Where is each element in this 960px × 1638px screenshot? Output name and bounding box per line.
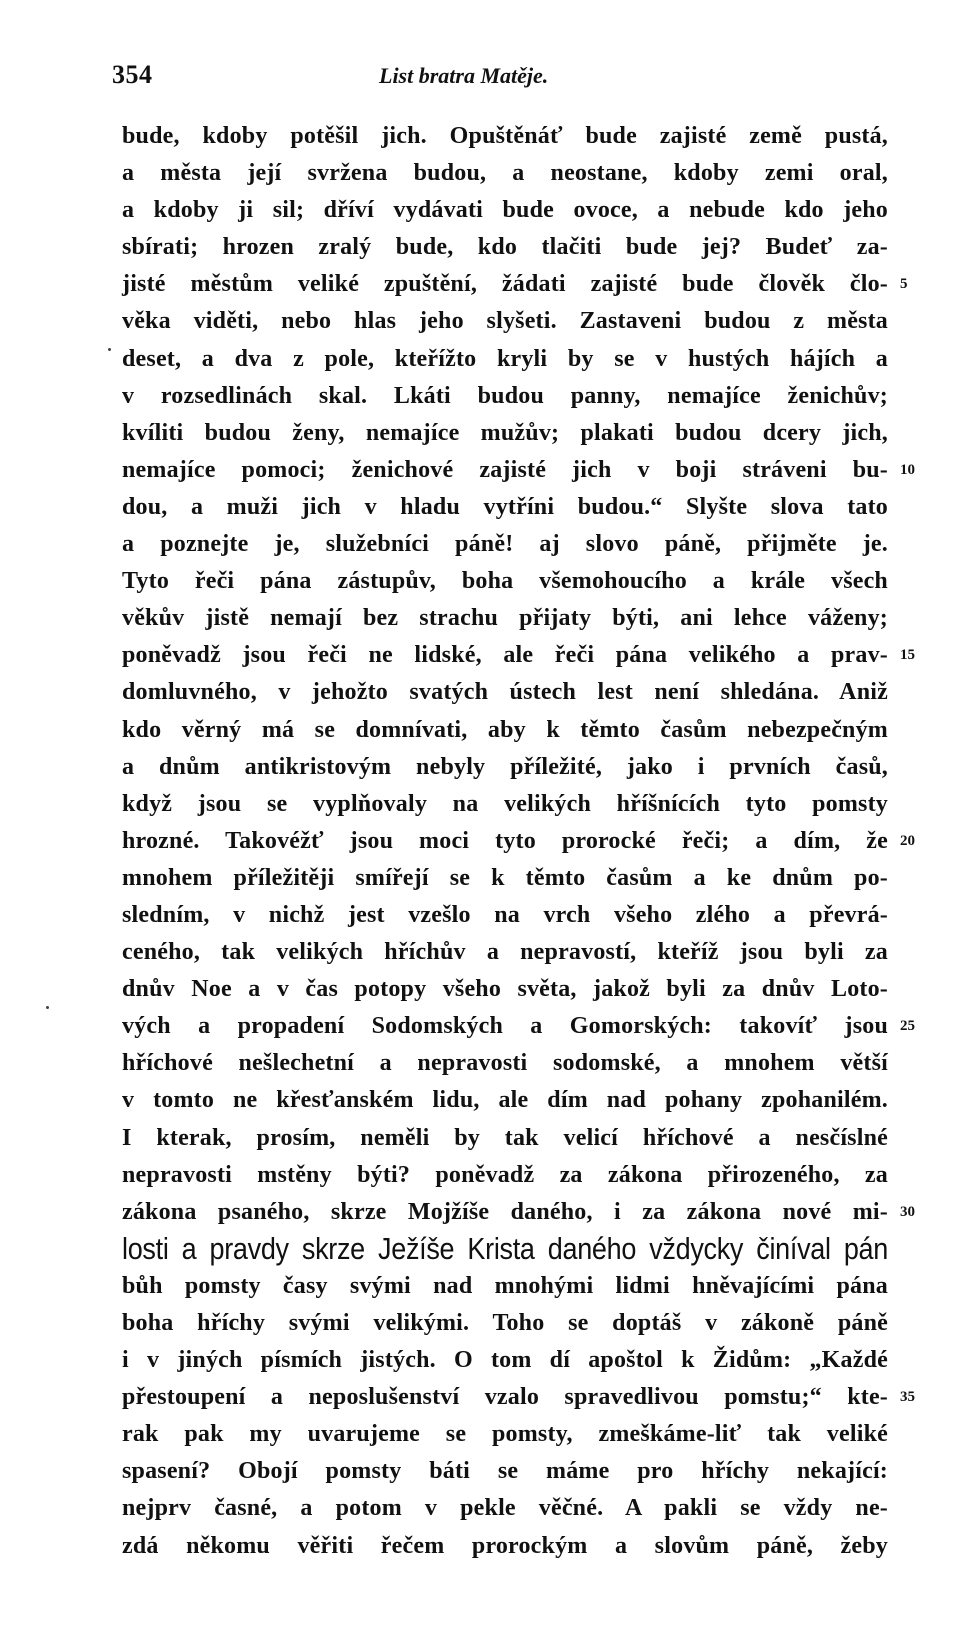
text-line: hrozné. Takovéžť jsou moci tyto prorocké řeči; a dím, že bbox=[122, 827, 888, 854]
text-line: věkův jistě nemají bez strachu přijaty býti, ani lehce váženy; bbox=[122, 605, 888, 632]
line-number: 30 bbox=[900, 1204, 915, 1220]
text-line: když jsou se vyplňovaly na velikých hříšnících tyto pomsty bbox=[122, 790, 888, 817]
text-line: a města její svržena budou, a neostane, kdoby zemi oral, bbox=[122, 160, 888, 187]
text-line: bude, kdoby potěšil jich. Opuštěnáť bude zajisté země pustá, bbox=[122, 123, 888, 149]
text-line: sledním, v nichž jest vzešlo na vrch všeho zlého a převrá- bbox=[122, 901, 888, 928]
text-line: nemajíce pomoci; ženichové zajisté jich v boji stráveni bu- bbox=[122, 456, 888, 483]
text-line: zákona psaného, skrze Mojžíše daného, i za zákona nové mi- bbox=[122, 1198, 888, 1225]
text-line: I kterak, prosím, neměli by tak velicí hříchové a nesčíslné bbox=[122, 1124, 888, 1151]
text-line: přestoupení a neposlušenství vzalo spravedlivou pomstu;“ kte- bbox=[122, 1384, 888, 1411]
text-line: věka viděti, nebo hlas jeho slyšeti. Zastaveni budou z města bbox=[122, 308, 888, 335]
body-text bbox=[122, 118, 888, 1565]
running-title: List bratra Matěje. bbox=[379, 63, 549, 88]
text-line: mnohem příležitěji smířejí se k těmto časům a ke dnům po- bbox=[122, 864, 888, 891]
line-number: 35 bbox=[900, 1389, 915, 1405]
text-line: a poznejte je, služebníci páně! aj slovo páně, přijměte je. bbox=[122, 531, 888, 558]
text-line: domluvného, v jehožto svatých ústech lest není shledána. Aniž bbox=[122, 679, 888, 706]
text-line: dnův Noe a v čas potopy všeho světa, jakož byli za dnův Loto- bbox=[122, 976, 888, 1003]
line-number: 15 bbox=[900, 647, 915, 663]
text-line: deset, a dva z pole, kteřížto kryli by se v hustých hájích a bbox=[122, 345, 888, 372]
print-speck bbox=[46, 1006, 49, 1009]
text-line: sbírati; hrozen zralý bude, kdo tlačiti bude jej? Budeť za- bbox=[122, 234, 888, 261]
line-number: 10 bbox=[900, 462, 915, 478]
text-line: hříchové nešlechetní a nepravosti sodomské, a mnohem větší bbox=[122, 1050, 888, 1077]
page-header bbox=[112, 60, 872, 100]
text-line: ceného, tak velikých hříchův a nepravostí, kteříž jsou byli za bbox=[122, 939, 888, 966]
text-line: poněvadž jsou řeči ne lidské, ale řeči pána velikého a prav- bbox=[122, 642, 888, 669]
text-line: Tyto řeči pána zástupův, boha všemohoucího a krále všech bbox=[122, 568, 888, 595]
text-line: losti a pravdy skrze Ježíše Krista daného vždycky činíval pán bbox=[122, 1231, 888, 1266]
text-line: kdo věrný má se domnívati, aby k těmto časům nebezpečným bbox=[122, 716, 888, 743]
print-speck bbox=[108, 348, 111, 351]
text-line: v rozsedlinách skal. Lkáti budou panny, nemajíce ženichův; bbox=[122, 382, 888, 409]
text-line: bůh pomsty časy svými nad mnohými lidmi hněvajícími pána bbox=[122, 1272, 888, 1299]
text-line: rak pak my uvarujeme se pomsty, zmeškáme-liť tak veliké bbox=[122, 1421, 888, 1448]
page-number: 354 bbox=[112, 60, 153, 89]
text-line: a kdoby ji sil; dříví vydávati bude ovoce, a nebude kdo jeho bbox=[122, 197, 888, 224]
text-line: i v jiných písmích jistých. O tom dí apoštol k Židům: „Každé bbox=[122, 1347, 888, 1374]
line-number: 5 bbox=[900, 276, 908, 292]
text-line: v tomto ne křesťanském lidu, ale dím nad pohany zpohanilém. bbox=[122, 1087, 888, 1114]
text-line: kvíliti budou ženy, nemajíce mužův; plakati budou dcery jich, bbox=[122, 419, 888, 446]
text-line: jisté městům veliké zpuštění, žádati zajisté bude člověk člo- bbox=[122, 271, 888, 298]
line-number: 25 bbox=[900, 1018, 915, 1034]
text-line: vých a propadení Sodomských a Gomorských: takovíť jsou bbox=[122, 1013, 888, 1040]
text-line: spasení? Obojí pomsty báti se máme pro hříchy nekající: bbox=[122, 1458, 888, 1485]
line-number: 20 bbox=[900, 833, 915, 849]
text-line: boha hříchy svými velikými. Toho se doptáš v zákoně páně bbox=[122, 1310, 888, 1336]
text-line: nejprv časné, a potom v pekle věčné. A pakli se vždy ne- bbox=[122, 1495, 888, 1522]
text-line: a dnům antikristovým nebyly příležité, jako i prvních časů, bbox=[122, 753, 888, 780]
text-line: nepravosti mstěny býti? poněvadž za zákona přirozeného, za bbox=[122, 1161, 888, 1188]
text-line: zdá někomu věřiti řečem prorockým a slovům páně, žeby bbox=[122, 1532, 888, 1559]
text-line: dou, a muži jich v hladu vytříni budou.“ Slyšte slova tato bbox=[122, 493, 888, 520]
